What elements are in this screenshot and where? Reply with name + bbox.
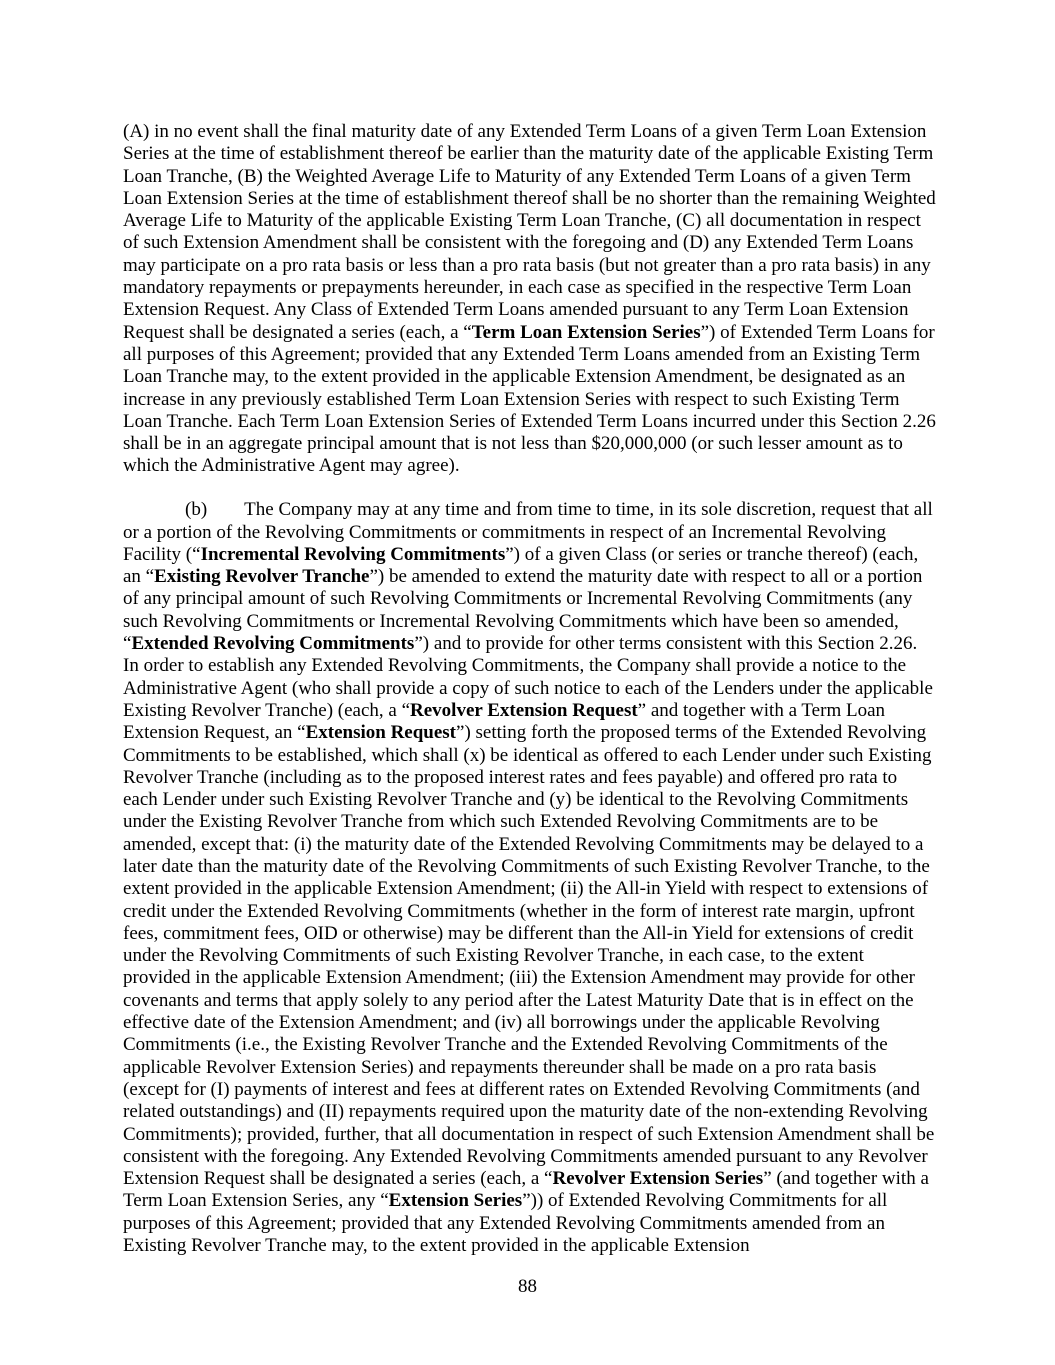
defined-term: Revolver Extension Series bbox=[552, 1168, 764, 1190]
defined-term: Extension Request bbox=[305, 722, 457, 744]
defined-term: Extended Revolving Commitments bbox=[131, 633, 415, 655]
text-run: ”)) of Extended Revolving Commitments for all purposes of this Agreement; provided that any Extended Revolving Commitments amended from an Existing Revolver Tranche may, to the extent provided in the applicable Extension bbox=[123, 1190, 888, 1257]
text-run: ” and together with a Term Loan Extension Request, an “ bbox=[123, 699, 886, 744]
paragraph-label: (b) bbox=[185, 499, 208, 521]
text-run: ”) of Extended Term Loans for all purposes of this Agreement; provided that any Extended Term Loans amended from an Existing Term Loan Tranche may, to the extent provided in the applicable Extension Amendment, be designated as an increase in any previously established Term Loan Extension Series with respect to such Existing Term Loan Tranche. Each Term Loan Extension Series of Extended Term Loans incurred under this Section 2.26 shall be in an aggregate principal amount that is not less than $20,000,000 (or such lesser amount as to which the Administrative Agent may agree). bbox=[123, 321, 936, 477]
text-run: The Company may at any time and from time to time, in its sole discretion, request that all or a portion of the Revolving Commitments or commitments in respect of an Incremental Revolving Facility (“ bbox=[123, 499, 933, 565]
page-number: 88 bbox=[518, 1276, 537, 1297]
paragraph-b bbox=[123, 499, 936, 1257]
text-run: ”) and to provide for other terms consistent with this Section 2.26. In order to establish any Extended Revolving Commitments, the Company shall provide a notice to the Administrative Agent (who shall provide a copy of such notice to each of the Lenders under the applicable Existing Revolver Tranche) (each, a “ bbox=[123, 633, 933, 721]
defined-term: Existing Revolver Tranche bbox=[154, 566, 370, 588]
text-run: ”) setting forth the proposed terms of the Extended Revolving Commitments to be established, which shall (x) be identical as offered to each Lender under such Existing Revolver Tranche (including as to the proposed interest rates and fees payable) and offered pro rata to each Lender under such Existing Revolver Tranche and (y) be identical to the Revolving Commitments under the Existing Revolver Tranche from which such Extended Revolving Commitments are to be amended, except that: (i) the maturity date of the Extended Revolving Commitments may be delayed to a later date than the maturity date of the Revolving Commitments of such Existing Revolver Tranche, to the extent provided in the applicable Extension Amendment; (ii) the All-in Yield with respect to extensions of credit under the Extended Revolving Commitments (whether in the form of interest rate margin, upfront fees, commitment fees, OID or otherwise) may be different than the All-in Yield for extensions of credit under the Revolving Commitments of such Existing Revolver Tranche, in each case, to the extent provided in the applicable Extension Amendment; (iii) the Extension Amendment may provide for other covenants and terms that apply solely to any period after the Latest Maturity Date that is in effect on the effective date of the Extension Amendment; and (iv) all borrowings under the applicable Revolving Commitments (i.e., the Existing Revolver Tranche and the Extended Revolving Commitments of the applicable Revolver Extension Series) and repayments thereunder shall be made on a pro rata basis (except for (I) payments of interest and fees at different rates on Extended Revolving Commitments (and related outstandings) and (II) repayments required upon the maturity date of the non-extending Revolving Commitments); provided, further, that all documentation in respect of such Extension Amendment shall be consistent with the foregoing. Any Extended Revolving Commitments amended pursuant to any Revolver Extension Request shall be designated a series (each, a “ bbox=[123, 722, 935, 1190]
defined-term: Term Loan Extension Series bbox=[471, 321, 701, 343]
paragraph-a-continuation bbox=[123, 121, 936, 478]
defined-term: Extension Series bbox=[388, 1190, 523, 1212]
text-run: ”) be amended to extend the maturity date with respect to all or a portion of any principal amount of such Revolving Commitments or Incremental Revolving Commitments (any such Revolving Commitments or Incremental Revolving Commitments which have been so amended, “ bbox=[123, 566, 923, 655]
defined-term: Revolver Extension Request bbox=[410, 699, 638, 721]
text-run: ” (and together with a Term Loan Extension Series, any “ bbox=[123, 1168, 929, 1212]
defined-term: Incremental Revolving Commitments bbox=[200, 543, 506, 565]
text-run: (A) in no event shall the final maturity date of any Extended Term Loans of a given Term Loan Extension Series at the time of establishment thereof be earlier than the maturity date of the applicable Existing Term Loan Tranche, (B) the Weighted Average Life to Maturity of any Extended Term Loans of a given Term Loan Extension Series at the time of establishment thereof shall be no shorter than the remaining Weighted Average Life to Maturity of the applicable Existing Term Loan Tranche, (C) all documentation in respect of such Extension Amendment shall be consistent with the foregoing and (D) any Extended Term Loans may participate on a pro rata basis or less than a pro rata basis (but not greater than a pro rata basis) in any mandatory repayments or prepayments hereunder, in each case as specified in the respective Term Loan Extension Request. Any Class of Extended Term Loans amended pursuant to any Term Loan Extension Request shall be designated a series (each, a “ bbox=[123, 121, 936, 343]
text-run: ”) of a given Class (or series or tranche thereof) (each, an “ bbox=[123, 543, 919, 588]
document-body bbox=[123, 121, 936, 1257]
